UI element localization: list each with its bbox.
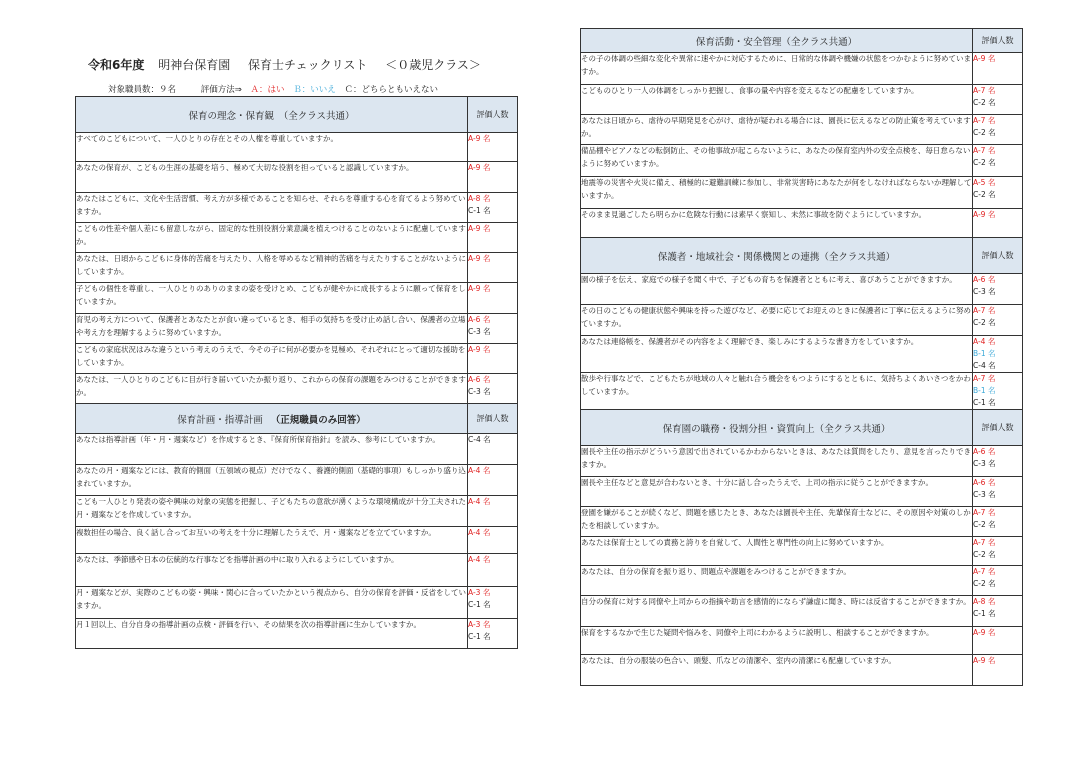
result-count: C-2 名: [973, 550, 996, 559]
checklist-row: [581, 336, 1023, 373]
section-note: （正規職員のみ回答）: [270, 414, 366, 426]
section-title: [581, 238, 973, 274]
checklist-table-left: [75, 96, 518, 649]
checklist-row: [581, 305, 1023, 336]
section-title-text: 保育計画・指導計画: [177, 414, 263, 426]
result-count: C-2 名: [973, 190, 996, 199]
result-count: A-7 名: [973, 86, 996, 95]
question-text: あなたは、自分の服装の色合い、頭髪、爪などの清潔や、室内の清潔にも配慮していますか。: [581, 655, 973, 686]
checklist-row: [76, 587, 518, 619]
result-count: C-1 名: [468, 600, 491, 609]
result-cell: [973, 566, 1023, 596]
legend-b: Ｂ：いいえ: [293, 85, 336, 95]
title-doc: 保育士チェックリスト: [248, 58, 368, 72]
question-text: 園の様子を伝え、家庭での様子を聞く中で、子どもの育ちを保護者とともに考え、喜びあうことができますか。: [581, 274, 973, 305]
result-cell: [973, 446, 1023, 477]
result-count: A-6 名: [973, 447, 996, 456]
result-cell: [973, 145, 1023, 177]
count-column-header: 評価人数: [468, 404, 518, 434]
result-count: A-8 名: [468, 194, 491, 203]
count-column-header: 評価人数: [973, 410, 1023, 446]
question-text: こども一人ひとり発表の姿や興味の対象の実態を把握し、子どもたちの意欲が湧くような環境構成が十分工夫された月・週案などを作成していますか。: [76, 496, 468, 527]
question-text: こどものひとり一人の体調をしっかり把握し、食事の量や内容を変えるなどの配慮をしていますか。: [581, 85, 973, 115]
checklist-row: [581, 209, 1023, 238]
question-text: 育児の考え方について、保護者とあなたとが食い違っているとき、相手の気持ちを受け止め話し合い、保護者の立場や考え方を理解するように努めていますか。: [76, 314, 468, 344]
checklist-row: [581, 477, 1023, 507]
result-count: A-6 名: [468, 375, 491, 384]
result-count: C-2 名: [973, 520, 996, 529]
result-cell: [468, 133, 518, 162]
result-count: C-2 名: [973, 579, 996, 588]
checklist-row: [581, 566, 1023, 596]
result-count: C-2 名: [973, 128, 996, 137]
checklist-row: [76, 496, 518, 527]
result-count: C-3 名: [973, 459, 996, 468]
checklist-row: [581, 537, 1023, 566]
question-text: 散歩や行事などで、こどもたちが地域の人々と触れ合う機会をもつようにするとともに、気持ちよくあいさつをかわしていますか。: [581, 373, 973, 410]
checklist-row: [76, 193, 518, 223]
title-org: 明神台保育園: [158, 58, 231, 72]
question-text: あなたは、日頃からこどもに身体的苦痛を与えたり、人格を辱めるなど精神的苦痛を与えたりすることがないようにしていますか。: [76, 253, 468, 283]
question-text: そのまま見過ごしたら明らかに危険な行動には素早く察知し、未然に事故を防ぐようにしていますか。: [581, 209, 973, 238]
result-count: A-6 名: [468, 315, 491, 324]
checklist-row: [581, 627, 1023, 655]
question-text: その子の体調の些細な変化や異常に速やかに対応するために、日常的な体調や機嫌の状態をつかむように努めていますか。: [581, 53, 973, 85]
question-text: あなたは連絡帳を、保護者がその内容をよく理解でき、楽しみにするような書き方をしていますか。: [581, 336, 973, 373]
result-count: C-1 名: [468, 632, 491, 641]
question-text: あなたの月・週案などには、教育的側面（五領域の視点）だけでなく、養護的側面（基礎的事項）もしっかり盛り込まれていますか。: [76, 465, 468, 496]
title-year: 令和6年度: [88, 58, 145, 72]
section-title: [76, 404, 468, 434]
result-count: A-9 名: [973, 656, 996, 665]
checklist-row: [76, 223, 518, 253]
checklist-row: [76, 314, 518, 344]
result-cell: [973, 305, 1023, 336]
result-cell: [468, 314, 518, 344]
question-text: すべてのこどもについて、一人ひとりの存在とその人権を尊重していますか。: [76, 133, 468, 162]
section-header-row: [581, 238, 1023, 274]
checklist-row: [581, 507, 1023, 537]
result-count: C-1 名: [973, 398, 996, 407]
legend-a: Ａ：はい: [250, 85, 285, 95]
result-cell: [973, 596, 1023, 627]
question-text: 月・週案などが、実際のこどもの姿・興味・関心に合っていたかという視点から、自分の保育を評価・反省をしていますか。: [76, 587, 468, 619]
question-text: あなたは日頃から、虐待の早期発見を心がけ、虐待が疑われる場合には、園長に伝えるなどの防止策を考えていますか。: [581, 115, 973, 145]
result-cell: [468, 619, 518, 649]
question-text: 備品棚やピアノなどの転倒防止、その他事故が起こらないように、あなたの保育室内外の安全点検を、毎日怠らないように努めていますか。: [581, 145, 973, 177]
result-cell: [973, 209, 1023, 238]
checklist-row: [76, 527, 518, 554]
method-label: 評価方法⇒: [200, 85, 242, 95]
result-count: C-3 名: [468, 387, 491, 396]
page-title: [88, 56, 495, 73]
result-cell: [468, 253, 518, 283]
checklist-row: [581, 85, 1023, 115]
result-count: C-1 名: [468, 206, 491, 215]
evaluation-info: [108, 83, 444, 95]
result-cell: [468, 554, 518, 587]
result-count: A-9 名: [468, 254, 491, 263]
question-text: 園長や主任の指示がどういう意図で出されているかわからないときは、あなたは質問をしたり、意見を言ったりできますか。: [581, 446, 973, 477]
question-text: あなたは、季節感や日本の伝統的な行事などを指導計画の中に取り入れるようにしていますか。: [76, 554, 468, 587]
result-cell: [973, 655, 1023, 686]
question-text: その日のこどもの健康状態や興味を持った遊びなど、必要に応じてお迎えのときに保護者に丁寧に伝えるように努めていますか。: [581, 305, 973, 336]
result-count: B-1 名: [973, 386, 996, 395]
result-cell: [973, 336, 1023, 373]
checklist-row: [581, 596, 1023, 627]
section-header-row: [581, 410, 1023, 446]
result-count: A-7 名: [973, 306, 996, 315]
result-count: A-4 名: [468, 555, 491, 564]
checklist-row: [76, 283, 518, 314]
result-count: C-2 名: [973, 158, 996, 167]
question-text: 地震等の災害や火災に備え、積極的に避難訓練に参加し、非常災害時にあなたが何をしなければならないか理解していますか。: [581, 177, 973, 209]
question-text: こどもの家庭状況はみな違うという考えのうえで、今その子に何が必要かを見極め、それぞれにとって適切な援助をしていますか。: [76, 344, 468, 374]
checklist-row: [76, 253, 518, 283]
question-text: 保育をするなかで生じた疑問や悩みを、同僚や上司にわかるように説明し、相談することができますか。: [581, 627, 973, 655]
checklist-row: [76, 619, 518, 649]
result-count: A-3 名: [468, 588, 491, 597]
result-cell: [468, 193, 518, 223]
result-count: C-3 名: [973, 490, 996, 499]
question-text: あなたの保育が、こどもの生涯の基礎を培う、極めて大切な役割を担っていると認識していますか。: [76, 162, 468, 193]
result-count: A-9 名: [468, 163, 491, 172]
question-text: あなたはこどもに、文化や生活習慣、考え方が多様であることを知らせ、それらを尊重する心を育てるよう努めていますか。: [76, 193, 468, 223]
result-cell: [973, 373, 1023, 410]
section-title-text: 保護者・地域社会・関係機関との連携（全クラス共通）: [657, 251, 896, 263]
checklist-row: [76, 434, 518, 465]
result-count: B-1 名: [973, 349, 996, 358]
question-text: こどもの性差や個人差にも留意しながら、固定的な性別役割分業意識を植えつけることのないように配慮していますか。: [76, 223, 468, 253]
result-count: A-3 名: [468, 620, 491, 629]
question-text: あなたは保育士としての責務と誇りを自覚して、人間性と専門性の向上に努めていますか。: [581, 537, 973, 566]
result-count: A-9 名: [468, 134, 491, 143]
result-count: A-4 名: [973, 337, 996, 346]
result-count: A-9 名: [468, 284, 491, 293]
result-cell: [468, 465, 518, 496]
result-cell: [468, 434, 518, 465]
result-count: A-9 名: [973, 628, 996, 637]
result-cell: [468, 374, 518, 404]
checklist-row: [581, 274, 1023, 305]
checklist-row: [76, 374, 518, 404]
checklist-row: [581, 115, 1023, 145]
checklist-table-right: [580, 28, 1023, 686]
checklist-row: [581, 655, 1023, 686]
section-header-row: [76, 404, 518, 434]
result-count: A-7 名: [973, 567, 996, 576]
count-column-header: 評価人数: [468, 97, 518, 133]
result-cell: [973, 507, 1023, 537]
result-count: A-5 名: [973, 178, 996, 187]
result-count: C-1 名: [973, 609, 996, 618]
result-count: A-7 名: [973, 538, 996, 547]
section-title: [581, 29, 973, 53]
result-cell: [973, 477, 1023, 507]
result-count: A-9 名: [468, 224, 491, 233]
checklist-row: [581, 446, 1023, 477]
result-count: A-6 名: [973, 275, 996, 284]
count-column-header: 評価人数: [973, 29, 1023, 53]
section-header-row: [581, 29, 1023, 53]
result-cell: [973, 85, 1023, 115]
section-header-row: [76, 97, 518, 133]
count-column-header: 評価人数: [973, 238, 1023, 274]
question-text: あなたは、自分の保育を振り返り、問題点や課題をみつけることができますか。: [581, 566, 973, 596]
section-title-text: 保育の理念・保育観 （全クラス共通）: [188, 110, 355, 122]
question-text: あなたは指導計画（年・月・週案など）を作成するとき、『保育所保育指針』を読み、参考にしていますか。: [76, 434, 468, 465]
question-text: あなたは、一人ひとりのこどもに目が行き届いていたか振り返り、これからの保育の課題をみつけることができますか。: [76, 374, 468, 404]
question-text: 月１回以上、自分自身の指導計画の点検・評価を行い、その結果を次の指導計画に生かしていますか。: [76, 619, 468, 649]
result-count: A-9 名: [973, 210, 996, 219]
legend-c: Ｃ：どちらともいえない: [344, 85, 438, 95]
result-count: A-7 名: [973, 508, 996, 517]
result-count: C-4 名: [973, 361, 996, 370]
question-text: 園長や主任などと意見が合わないとき、十分に話し合ったうえで、上司の指示に従うことができますか。: [581, 477, 973, 507]
checklist-row: [76, 162, 518, 193]
section-title-text: 保育活動・安全管理（全クラス共通）: [695, 36, 858, 48]
result-count: A-7 名: [973, 116, 996, 125]
question-text: 登園を嫌がることが続くなど、問題を感じたとき、あなたは園長や主任、先輩保育士などに、その原因や対策のしかたを相談していますか。: [581, 507, 973, 537]
result-cell: [973, 53, 1023, 85]
result-count: A-8 名: [973, 597, 996, 606]
result-cell: [973, 115, 1023, 145]
result-cell: [468, 162, 518, 193]
result-count: A-4 名: [468, 497, 491, 506]
result-cell: [973, 537, 1023, 566]
result-cell: [468, 496, 518, 527]
result-count: A-9 名: [973, 54, 996, 63]
result-cell: [468, 283, 518, 314]
result-count: A-9 名: [468, 345, 491, 354]
result-count: A-4 名: [468, 528, 491, 537]
checklist-row: [76, 554, 518, 587]
checklist-row: [581, 145, 1023, 177]
result-cell: [468, 587, 518, 619]
result-count: C-2 名: [973, 318, 996, 327]
result-count: A-7 名: [973, 374, 996, 383]
staff-count: 対象職員数：９名: [108, 85, 177, 95]
checklist-row: [76, 133, 518, 162]
result-cell: [468, 344, 518, 374]
checklist-row: [581, 177, 1023, 209]
result-count: C-3 名: [468, 327, 491, 336]
section-title-text: 保育園の職務・役割分担・資質向上（全クラス共通）: [662, 423, 891, 435]
checklist-row: [581, 373, 1023, 410]
question-text: 複数担任の場合、良く話し合ってお互いの考えを十分に理解したうえで、月・週案などを立てていますか。: [76, 527, 468, 554]
result-cell: [973, 274, 1023, 305]
result-cell: [468, 223, 518, 253]
checklist-row: [76, 344, 518, 374]
title-class: ＜０歳児クラス＞: [385, 58, 481, 72]
result-cell: [468, 527, 518, 554]
result-count: C-2 名: [973, 98, 996, 107]
result-count: C-4 名: [468, 435, 491, 444]
result-count: A-6 名: [973, 478, 996, 487]
checklist-row: [76, 465, 518, 496]
result-cell: [973, 177, 1023, 209]
result-count: A-4 名: [468, 466, 491, 475]
question-text: 自分の保育に対する同僚や上司からの指摘や助言を感情的にならず謙虚に聞き、時には反省することができますか。: [581, 596, 973, 627]
result-count: A-7 名: [973, 146, 996, 155]
section-title: [76, 97, 468, 133]
result-count: C-3 名: [973, 287, 996, 296]
section-title: [581, 410, 973, 446]
result-cell: [973, 627, 1023, 655]
question-text: 子どもの個性を尊重し、一人ひとりのありのままの姿を受けとめ、こどもが健やかに成長するように願って保育をしていますか。: [76, 283, 468, 314]
checklist-row: [581, 53, 1023, 85]
